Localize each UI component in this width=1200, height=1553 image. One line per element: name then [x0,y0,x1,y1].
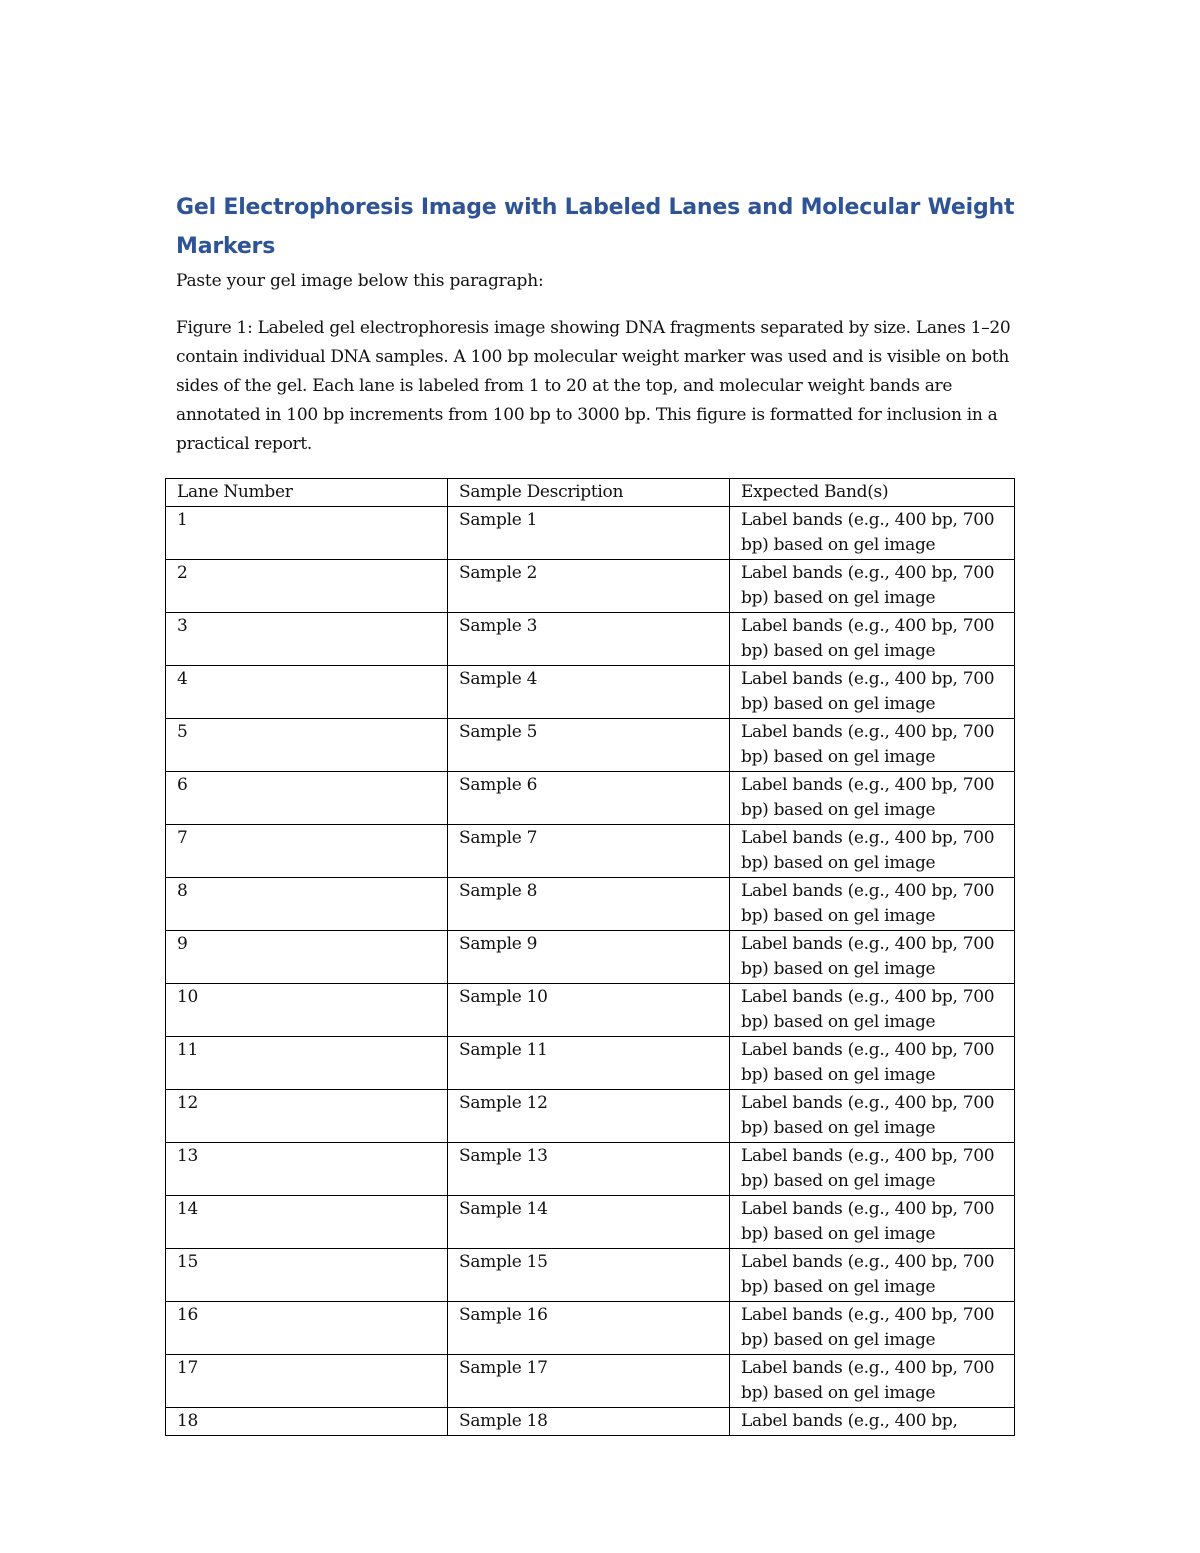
lane-number-cell: 13 [166,1143,448,1196]
lane-number-cell: 17 [166,1355,448,1408]
table-row [166,719,1015,772]
sample-description-cell: Sample 18 [448,1408,730,1436]
sample-description-cell: Sample 11 [448,1037,730,1090]
expected-bands-cell: Label bands (e.g., 400 bp, 700 bp) based on gel image [730,1090,1015,1143]
sample-description-cell: Sample 2 [448,560,730,613]
expected-bands-cell: Label bands (e.g., 400 bp, 700 bp) based on gel image [730,560,1015,613]
expected-bands-cell: Label bands (e.g., 400 bp, 700 bp) based on gel image [730,931,1015,984]
sample-description-cell: Sample 16 [448,1302,730,1355]
lane-number-cell: 4 [166,666,448,719]
table-row [166,772,1015,825]
lane-number-cell: 11 [166,1037,448,1090]
table-row [166,507,1015,560]
figure-caption: Figure 1: Labeled gel electrophoresis image showing DNA fragments separated by size. Lanes 1–20 contain individual DNA samples. A 100 bp molecular weight marker was used and is visible on both sides of the gel. Each lane is labeled from 1 to 20 at the top, and molecular weight bands are annotated in 100 bp increments from 100 bp to 3000 bp. This figure is formatted for inclusion in a practical report. [176,318,1011,454]
table-row [166,560,1015,613]
sample-description-cell: Sample 1 [448,507,730,560]
sample-description-cell: Sample 13 [448,1143,730,1196]
table-row [166,1355,1015,1408]
table-row [166,1249,1015,1302]
table-row [166,878,1015,931]
lane-number-cell: 3 [166,613,448,666]
expected-bands-cell: Label bands (e.g., 400 bp, [730,1408,1015,1436]
header-lane-number: Lane Number [166,479,448,507]
expected-bands-cell: Label bands (e.g., 400 bp, 700 bp) based on gel image [730,1037,1015,1090]
expected-bands-cell: Label bands (e.g., 400 bp, 700 bp) based on gel image [730,878,1015,931]
lane-number-cell: 18 [166,1408,448,1436]
lane-number-cell: 8 [166,878,448,931]
table-row [166,1037,1015,1090]
instruction-paragraph: Paste your gel image below this paragraph: [176,271,544,291]
lane-number-cell: 16 [166,1302,448,1355]
expected-bands-cell: Label bands (e.g., 400 bp, 700 bp) based on gel image [730,507,1015,560]
table-row [166,1143,1015,1196]
sample-description-cell: Sample 6 [448,772,730,825]
lane-number-cell: 9 [166,931,448,984]
lane-number-cell: 14 [166,1196,448,1249]
sample-description-cell: Sample 5 [448,719,730,772]
expected-bands-cell: Label bands (e.g., 400 bp, 700 bp) based on gel image [730,613,1015,666]
lane-number-cell: 12 [166,1090,448,1143]
expected-bands-cell: Label bands (e.g., 400 bp, 700 bp) based on gel image [730,984,1015,1037]
table-header-row [166,479,1015,507]
sample-description-cell: Sample 8 [448,878,730,931]
expected-bands-cell: Label bands (e.g., 400 bp, 700 bp) based on gel image [730,825,1015,878]
expected-bands-cell: Label bands (e.g., 400 bp, 700 bp) based on gel image [730,1196,1015,1249]
table-row [166,1090,1015,1143]
sample-description-cell: Sample 4 [448,666,730,719]
table-row [166,984,1015,1037]
sample-description-cell: Sample 12 [448,1090,730,1143]
lane-number-cell: 10 [166,984,448,1037]
header-sample-description: Sample Description [448,479,730,507]
table-row [166,666,1015,719]
lane-number-cell: 2 [166,560,448,613]
lane-number-cell: 15 [166,1249,448,1302]
sample-description-cell: Sample 3 [448,613,730,666]
sample-description-cell: Sample 9 [448,931,730,984]
sample-description-cell: Sample 7 [448,825,730,878]
expected-bands-cell: Label bands (e.g., 400 bp, 700 bp) based on gel image [730,1143,1015,1196]
table-row [166,1196,1015,1249]
sample-description-cell: Sample 17 [448,1355,730,1408]
lane-number-cell: 1 [166,507,448,560]
expected-bands-cell: Label bands (e.g., 400 bp, 700 bp) based on gel image [730,666,1015,719]
expected-bands-cell: Label bands (e.g., 400 bp, 700 bp) based on gel image [730,1249,1015,1302]
sample-description-cell: Sample 15 [448,1249,730,1302]
header-expected-bands: Expected Band(s) [730,479,1015,507]
lane-table [165,478,1015,1436]
lane-number-cell: 7 [166,825,448,878]
table-row [166,1302,1015,1355]
table-row [166,613,1015,666]
expected-bands-cell: Label bands (e.g., 400 bp, 700 bp) based on gel image [730,1355,1015,1408]
expected-bands-cell: Label bands (e.g., 400 bp, 700 bp) based on gel image [730,719,1015,772]
document-heading: Gel Electrophoresis Image with Labeled Lanes and Molecular Weight Markers [176,195,1015,259]
table-row [166,825,1015,878]
table-row [166,931,1015,984]
table-row [166,1408,1015,1436]
sample-description-cell: Sample 10 [448,984,730,1037]
expected-bands-cell: Label bands (e.g., 400 bp, 700 bp) based on gel image [730,1302,1015,1355]
lane-number-cell: 6 [166,772,448,825]
sample-description-cell: Sample 14 [448,1196,730,1249]
expected-bands-cell: Label bands (e.g., 400 bp, 700 bp) based on gel image [730,772,1015,825]
lane-number-cell: 5 [166,719,448,772]
